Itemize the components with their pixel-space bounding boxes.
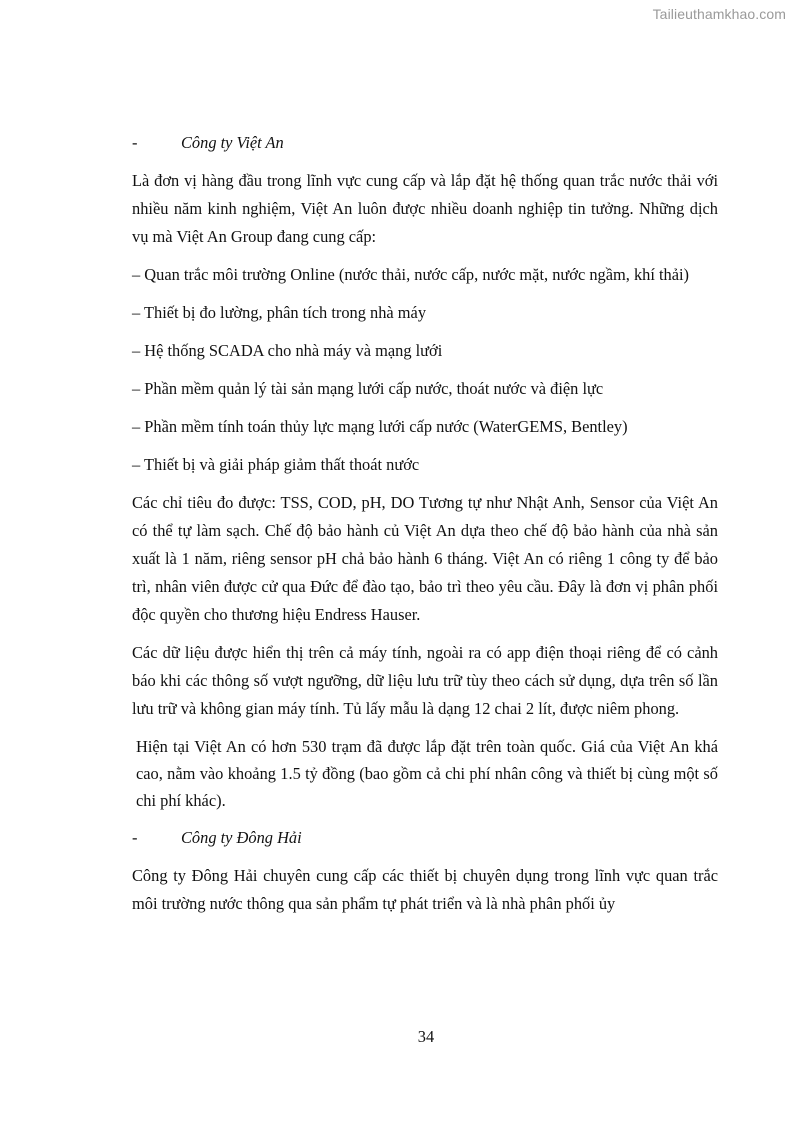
service-item: – Thiết bị và giải pháp giảm thất thoát nước [132, 455, 420, 474]
section-heading-dong-hai [132, 824, 718, 852]
service-item: – Thiết bị đo lường, phân tích trong nhà máy [132, 303, 427, 322]
paragraph-intro: Là đơn vị hàng đầu trong lĩnh vực cung cấp và lắp đặt hệ thống quan trắc nước thải với nhiều năm kinh nghiệm, Việt An luôn được nhiều doanh nghiệp tin tưởng. Những dịch vụ mà Việt An Group đang cung cấp: [132, 171, 718, 246]
watermark: Tailieuthamkhao.com [652, 6, 786, 22]
service-item: – Quan trắc môi trường Online (nước thải, nước cấp, nước mặt, nước ngầm, khí thải) [132, 265, 690, 284]
service-item: – Phần mềm quản lý tài sản mạng lưới cấp nước, thoát nước và điện lực [132, 379, 604, 398]
paragraph-indicators: Các chỉ tiêu đo được: TSS, COD, pH, DO Tương tự như Nhật Anh, Sensor của Việt An có thể tự làm sạch. Chế độ bảo hành củ Việt An dựa theo chế độ bảo hành của nhà sản xuất là 1 năm, riêng sensor pH chả bảo hành 6 tháng. Việt An có riêng 1 công ty để bảo trì, nhân viên được cử qua Đức để đào tạo, bảo trì theo yêu cầu. Đây là đơn vị phân phối độc quyền cho thương hiệu Endress Hauser. [132, 493, 718, 624]
paragraph-stations: Hiện tại Việt An có hơn 530 trạm đã được lắp đặt trên toàn quốc. Giá của Việt An khá cao, nằm vào khoảng 1.5 tỷ đồng (bao gồm cả chi phí nhân công và thiết bị cùng một số chi phí khác). [136, 737, 718, 810]
section-heading-viet-an [132, 129, 718, 157]
paragraph-dong-hai: Công ty Đông Hải chuyên cung cấp các thiết bị chuyên dụng trong lĩnh vực quan trắc môi trường nước thông qua sản phẩm tự phát triển và là nhà phân phối ủy [132, 866, 718, 913]
heading-dash: - [132, 133, 138, 152]
section-title: Công ty Đông Hải [181, 828, 302, 847]
section-title: Công ty Việt An [181, 133, 284, 152]
document-body [132, 129, 718, 928]
service-item: – Phần mềm tính toán thủy lực mạng lưới cấp nước (WaterGEMS, Bentley) [132, 417, 628, 436]
service-item: – Hệ thống SCADA cho nhà máy và mạng lưới [132, 341, 443, 360]
heading-dash: - [132, 828, 138, 847]
page-number: 34 [417, 1027, 435, 1046]
paragraph-data: Các dữ liệu được hiển thị trên cả máy tính, ngoài ra có app điện thoại riêng để có cảnh báo khi các thông số vượt ngưỡng, dữ liệu lưu trữ tùy theo cách sử dụng, dựa trên số lần lưu trữ và không gian máy tính. Tủ lấy mẫu là dạng 12 chai 2 lít, được niêm phong. [132, 643, 718, 718]
